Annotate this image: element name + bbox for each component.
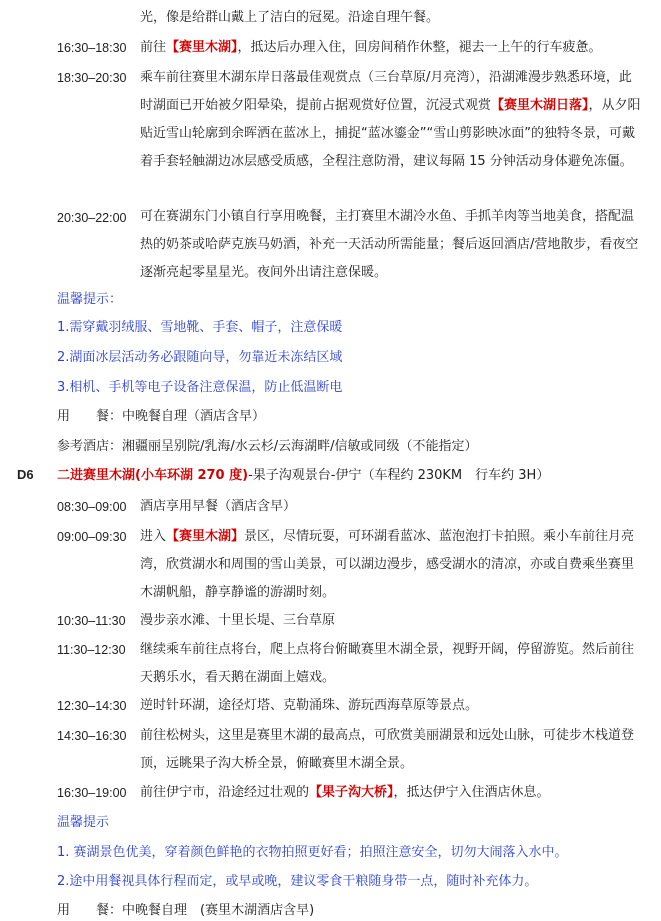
time-2030-2200: 20:30–22:00	[57, 211, 127, 225]
tip-item: 2.湖面冰层活动务必跟随向导，勿靠近未冻结区域	[57, 350, 343, 365]
time-1830-2030: 18:30–20:30	[57, 71, 127, 85]
intro-tail-text: 光，像是给群山戴上了洁白的冠冕。沿途自理午餐。	[140, 10, 440, 25]
time-1630-1830: 16:30–18:30	[57, 41, 127, 55]
highlight-guozigou-bridge: 【果子沟大桥】	[309, 785, 394, 800]
tip-item: 1.需穿戴羽绒服、雪地靴、手套、帽子，注意保暖	[57, 320, 343, 335]
meal-info: 用 餐：中晚餐自理 (赛里木湖酒店含早)	[57, 903, 315, 918]
schedule-entry: 漫步亲水滩、十里长堤、三台草原	[140, 613, 336, 628]
schedule-entry: 进入【赛里木湖】景区，尽情玩耍，可环湖看蓝冰、蓝泡泡打卡拍照。乘小车前往月亮湾，欣赏湖水和周围的雪山美景，可以湖边漫步，感受湖水的清凉，亦或自费乘坐赛里木湖帆船，静享静谧的游湖时刻。	[140, 529, 635, 600]
highlight-sunset: 【赛里木湖日落】	[491, 98, 589, 113]
schedule-entry: 前往【赛里木湖】，抵达后办理入住，回房间稍作休整，褪去一上午的行车疲惫。	[140, 40, 602, 55]
schedule-entry: 前往伊宁市，沿途经过壮观的【果子沟大桥】，抵达伊宁入住酒店休息。	[140, 785, 550, 800]
time-1630-1900: 16:30–19:00	[57, 786, 127, 800]
time-1230-1430: 12:30–14:30	[57, 699, 127, 713]
day-label: D6	[17, 467, 34, 482]
tip-item: 1. 赛湖景色优美，穿着颜色鲜艳的衣物拍照更好看；拍照注意安全，切勿大闹落入水中。	[57, 845, 568, 860]
tips-title: 温馨提示	[57, 815, 110, 830]
time-1130-1230: 11:30–12:30	[57, 643, 126, 657]
schedule-entry: 可在赛湖东门小镇自行享用晚餐，主打赛里木湖冷水鱼、手抓羊肉等当地美食，搭配温热的奶茶或哈萨克族马奶酒，补充一天活动所需能量；餐后返回酒店/营地散步，看夜空逐渐亮起零星星光。夜间外出请注意保暖。	[140, 209, 639, 280]
schedule-entry: 逆时针环湖，途径灯塔、克勒涌珠、游玩西海草原等景点。	[140, 698, 479, 713]
time-0900-0930: 09:00–09:30	[57, 530, 127, 544]
schedule-entry: 酒店享用早餐（酒店含早）	[140, 499, 297, 514]
schedule-entry: 前往松树头，这里是赛里木湖的最高点，可欣赏美丽湖景和远处山脉，可徒步木栈道登顶，远眺果子沟大桥全景，俯瞰赛里木湖全景。	[140, 728, 635, 771]
tip-item: 3.相机、手机等电子设备注意保温，防止低温断电	[57, 380, 343, 395]
hotel-info: 参考酒店：湘疆丽呈别院/乳海/水云杉/云海湖畔/信敏或同级（不能指定）	[57, 439, 478, 454]
meal-info: 用 餐：中晚餐自理（酒店含早）	[57, 409, 266, 424]
schedule-entry: 乘车前往赛里木湖东岸日落最佳观赏点（三台草原/月亮湾），沿湖滩漫步熟悉环境，此时湖面已开始被夕阳晕染，提前占据观赏好位置，沉浸式观赏【赛里木湖日落】，从夕阳贴近雪山轮廓到余晖洒在蓝冰上，捕捉“蓝冰鎏金”“雪山剪影映冰面”的独特冬景，可戴着手套轻触湖边冰层感受质感，全程注意防滑，建议每隔 15 分钟活动身体避免冻僵。	[140, 70, 641, 169]
tips-title: 温馨提示：	[57, 292, 123, 307]
schedule-entry: 继续乘车前往点将台，爬上点将台俯瞰赛里木湖全景，视野开阔，停留游览。然后前往天鹅乐水，看天鹅在湖面上嬉戏。	[140, 642, 635, 685]
time-1030-1130: 10:30–11:30	[57, 614, 126, 628]
day-title: 二进赛里木湖(小车环湖 270 度)-果子沟观景台-伊宁（车程约 230KM 行车约 3H）	[57, 468, 550, 483]
time-1430-1630: 14:30–16:30	[57, 729, 127, 743]
highlight-sayram-lake: 【赛里木湖】	[166, 40, 238, 55]
tip-item: 2.途中用餐视具体行程而定，或早或晚，建议零食干粮随身带一点，随时补充体力。	[57, 874, 538, 889]
time-0830-0900: 08:30–09:00	[57, 500, 127, 514]
highlight-sayram-lake: 【赛里木湖】	[166, 529, 245, 544]
